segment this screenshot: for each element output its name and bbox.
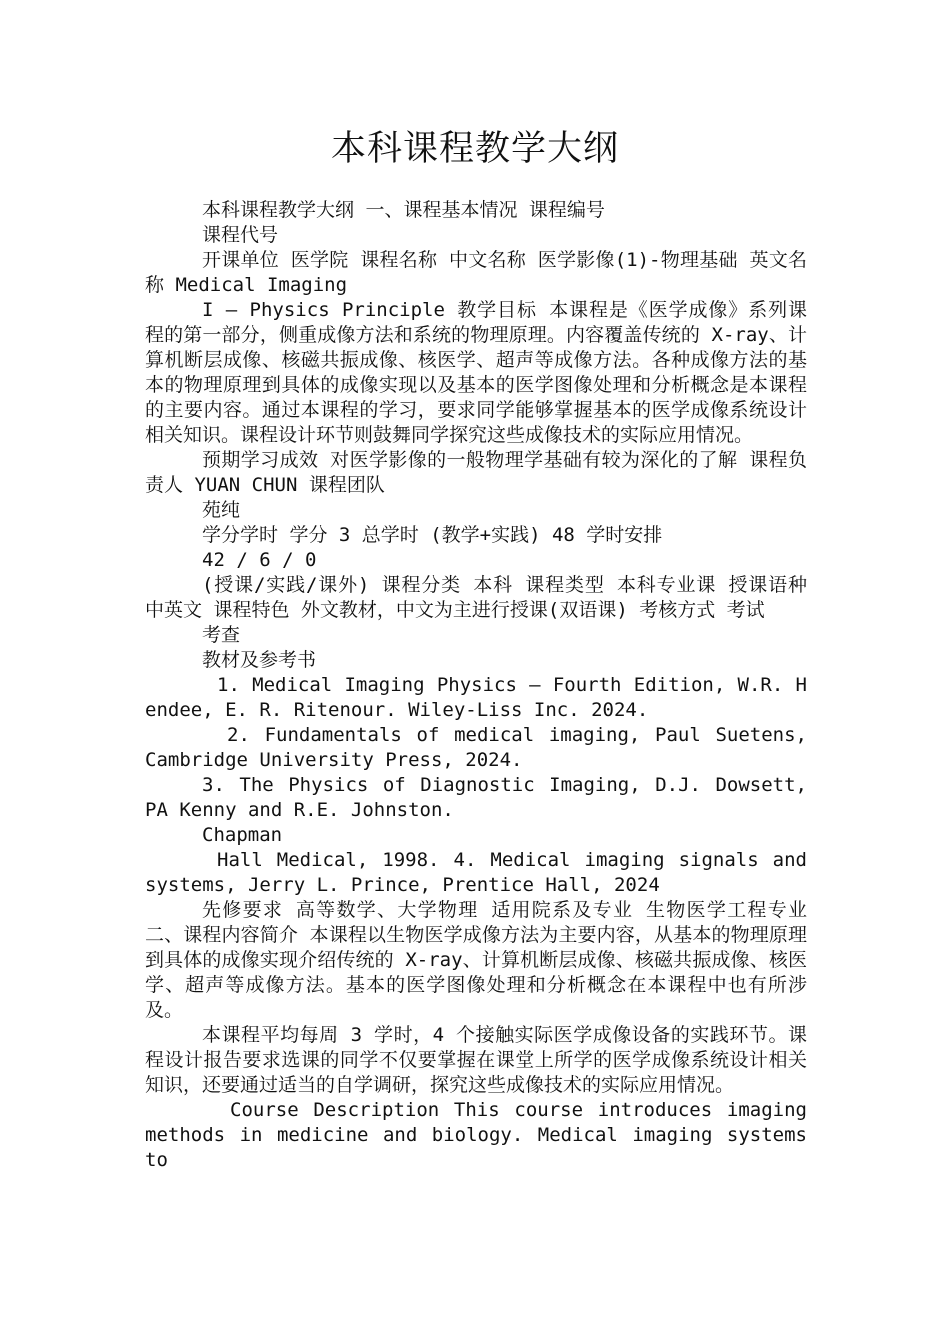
paragraph-teaching-goals: I – Physics Principle 教学目标 本课程是《医学成像》系列课程的第一部分，侧重成像方法和系统的物理原理。内容覆盖传统的 X-ray、计算机断层成像、核磁共振成像、核医学、超声等成像方法。各种成像方法的基本的物理原理到具体的成像实现以及基本的医学图像处理和分析概念是本课程的主要内容。通过本课程的学习，要求同学能够掌握基本的医学成像系统设计相关知识。课程设计环节则鼓舞同学探究这些成像技术的实际应用情况。 bbox=[145, 299, 807, 446]
paragraph-assessment: 考查 bbox=[202, 624, 241, 646]
paragraph-reference-3-publisher: Chapman bbox=[202, 824, 283, 846]
paragraph-course-description: Course Description This course introduces imaging methods in medicine and biology. Medical imaging systems to bbox=[145, 1099, 807, 1171]
paragraph-basic-info: 本科课程教学大纲 一、课程基本情况 课程编号 bbox=[202, 199, 605, 221]
paragraph-weekly-hours: 本课程平均每周 3 学时，4 个接触实际医学成像设备的实践环节。课程设计报告要求选课的同学不仅要掌握在课堂上所学的医学成像系统设计相关知识，还要通过适当的自学调研，探究这些成像技术的实际应用情况。 bbox=[145, 1024, 807, 1096]
paragraph-course-code: 课程代号 bbox=[202, 224, 279, 246]
paragraph-team-member: 苑纯 bbox=[202, 499, 241, 521]
document-title: 本科课程教学大纲 bbox=[330, 129, 619, 169]
paragraph-course-classification: (授课/实践/课外) 课程分类 本科 课程类型 本科专业课 授课语种 中英文 课程特色 外文教材，中文为主进行授课(双语课) 考核方式 考试 bbox=[145, 574, 807, 621]
paragraph-reference-2: 2. Fundamentals of medical imaging, Paul Suetens, Cambridge University Press, 2024. bbox=[145, 724, 807, 771]
paragraph-prerequisites: 先修要求 高等数学、大学物理 适用院系及专业 生物医学工程专业 二、课程内容简介 本课程以生物医学成像方法为主要内容，从基本的物理原理到具体的成像实现介绍传统的 X-ray、计算机断层成像、核磁共振成像、核医学、超声等成像方法。基本的医学图像处理和分析概念在本课程中也有所涉及。 bbox=[145, 899, 807, 1021]
paragraph-learning-outcomes: 预期学习成效 对医学影像的一般物理学基础有较为深化的了解 课程负责人 YUAN CHUN 课程团队 bbox=[145, 449, 807, 496]
paragraph-course-name: 开课单位 医学院 课程名称 中文名称 医学影像(1)-物理基础 英文名称 Medical Imaging bbox=[145, 249, 807, 296]
paragraph-reference-4: Hall Medical, 1998. 4. Medical imaging signals and systems, Jerry L. Prince, Prentice Hall, 2024 bbox=[145, 849, 807, 896]
document-body bbox=[145, 198, 807, 1173]
paragraph-reference-1: 1. Medical Imaging Physics – Fourth Edition, W.R. Hendee, E. R. Ritenour. Wiley-Liss Inc. 2024. bbox=[145, 674, 807, 721]
paragraph-credits-hours: 学分学时 学分 3 总学时 (教学+实践) 48 学时安排 bbox=[202, 524, 663, 546]
paragraph-textbooks-heading: 教材及参考书 bbox=[202, 649, 317, 671]
paragraph-reference-3: 3. The Physics of Diagnostic Imaging, D.J. Dowsett, PA Kenny and R.E. Johnston. bbox=[145, 774, 807, 821]
paragraph-hour-split: 42 / 6 / 0 bbox=[202, 549, 317, 571]
